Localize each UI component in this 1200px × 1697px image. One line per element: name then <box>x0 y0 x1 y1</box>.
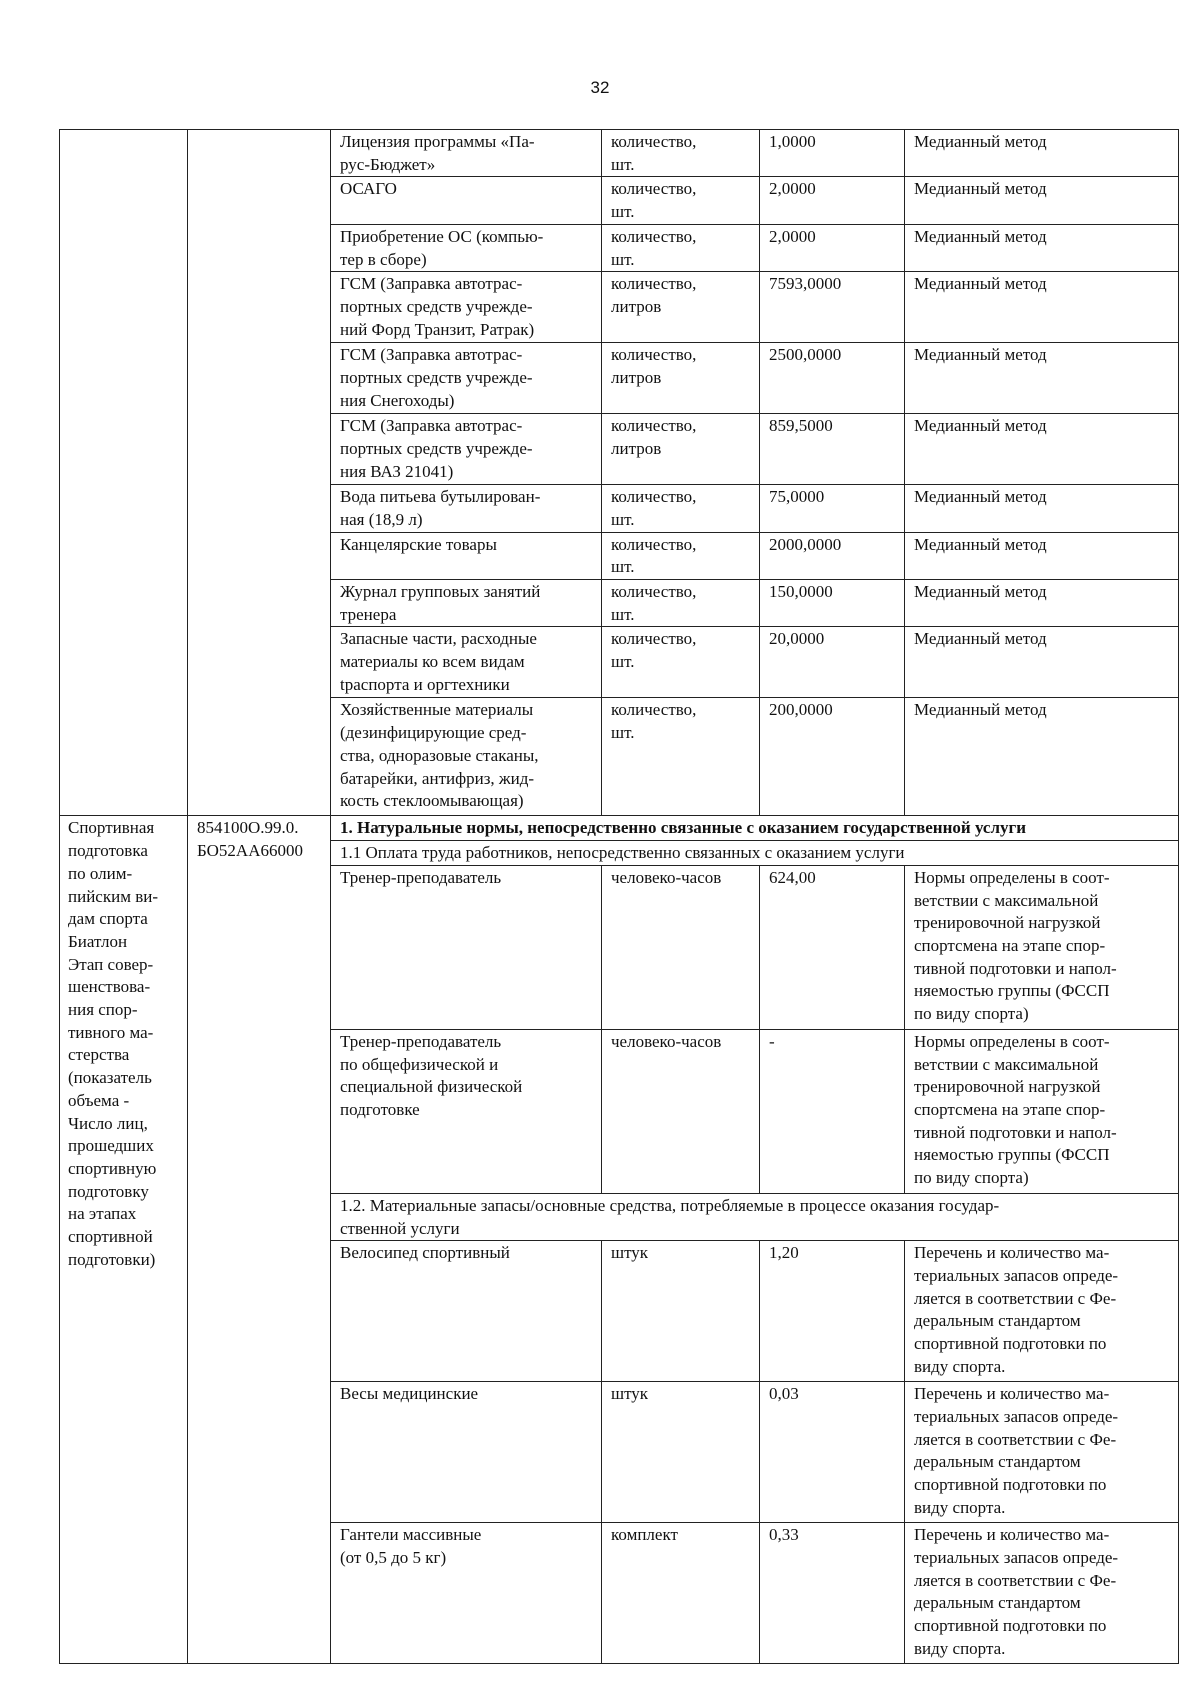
item-unit: количество, шт. <box>602 580 760 627</box>
item-name: Лицензия программы «Па- рус-Бюджет» <box>331 130 602 177</box>
item-method: Перечень и количество ма- териальных запасов опреде- ляется в соответствии с Фе- деральным стандартом спортивной подготовки по виду спорта. <box>905 1382 1179 1523</box>
item-name: Запасные части, расходные материалы ко всем видам tраспорта и оргтехники <box>331 627 602 698</box>
item-value: 0,03 <box>760 1382 905 1523</box>
item-unit: количество, шт. <box>602 627 760 698</box>
item-method: Медианный метод <box>905 627 1179 698</box>
item-unit: количество, шт. <box>602 177 760 224</box>
item-unit: количество, шт. <box>602 532 760 579</box>
item-name: Велосипед спортивный <box>331 1241 602 1382</box>
item-name: Канцелярские товары <box>331 532 602 579</box>
item-method: Медианный метод <box>905 343 1179 414</box>
service-description: Спортивная подготовка по олим- пийским ви- дам спорта Биатлон Этап совер- шенствова- ния спор- тивного ма- стерства (показатель объема - Число лиц, прошедших спортивную подготовку на этапах спортивной подготовки) <box>60 816 188 1664</box>
item-value: 2,0000 <box>760 224 905 271</box>
item-method: Медианный метод <box>905 485 1179 532</box>
item-value: 200,0000 <box>760 698 905 816</box>
section-1-header: 1. Натуральные нормы, непосредственно связанные с оказанием государственной услуги <box>331 816 1179 841</box>
item-value: - <box>760 1029 905 1193</box>
item-method: Перечень и количество ма- териальных запасов опреде- ляется в соответствии с Фе- деральным стандартом спортивной подготовки по виду спорта. <box>905 1523 1179 1664</box>
item-name: Вода питьева бутылирован- ная (18,9 л) <box>331 485 602 532</box>
item-value: 2000,0000 <box>760 532 905 579</box>
item-method: Медианный метод <box>905 580 1179 627</box>
item-unit: количество, шт. <box>602 130 760 177</box>
page-number: 32 <box>590 78 610 97</box>
item-value: 150,0000 <box>760 580 905 627</box>
item-unit: количество, шт. <box>602 485 760 532</box>
item-unit: комплект <box>602 1523 760 1664</box>
table-row <box>60 130 1179 177</box>
empty-code-cell <box>188 130 331 816</box>
item-name: ОСАГО <box>331 177 602 224</box>
table-row <box>60 816 1179 841</box>
item-method: Нормы определены в соот- ветствии с максимальной тренировочной нагрузкой спортсмена на этапе спор- тивной подготовки и напол- няемостью группы (ФССП по виду спорта) <box>905 865 1179 1029</box>
item-name: ГСМ (Заправка автотрас- портных средств учрежде- ния ВАЗ 21041) <box>331 414 602 485</box>
item-name: Тренер-преподаватель <box>331 865 602 1029</box>
item-method: Медианный метод <box>905 130 1179 177</box>
service-code: 854100О.99.0. БО52АА66000 <box>188 816 331 1664</box>
section-1-2-header: 1.2. Материальные запасы/основные средства, потребляемые в процессе оказания государ- ственной услуги <box>331 1193 1179 1240</box>
item-value: 1,0000 <box>760 130 905 177</box>
item-method: Нормы определены в соот- ветствии с максимальной тренировочной нагрузкой спортсмена на этапе спор- тивной подготовки и напол- няемостью группы (ФССП по виду спорта) <box>905 1029 1179 1193</box>
item-value: 7593,0000 <box>760 272 905 343</box>
item-name: ГСМ (Заправка автотрас- портных средств учрежде- ния Снегоходы) <box>331 343 602 414</box>
item-value: 2,0000 <box>760 177 905 224</box>
item-name: Приобретение ОС (компью- тер в сборе) <box>331 224 602 271</box>
item-value: 75,0000 <box>760 485 905 532</box>
item-value: 2500,0000 <box>760 343 905 414</box>
item-method: Медианный метод <box>905 177 1179 224</box>
item-method: Медианный метод <box>905 532 1179 579</box>
item-unit: количество, литров <box>602 272 760 343</box>
item-method: Медианный метод <box>905 272 1179 343</box>
item-value: 624,00 <box>760 865 905 1029</box>
item-unit: количество, литров <box>602 414 760 485</box>
item-method: Медианный метод <box>905 224 1179 271</box>
item-unit: человеко-часов <box>602 1029 760 1193</box>
item-value: 1,20 <box>760 1241 905 1382</box>
item-name: Тренер-преподаватель по общефизической и специальной физической подготовке <box>331 1029 602 1193</box>
item-unit: штук <box>602 1241 760 1382</box>
item-method: Медианный метод <box>905 698 1179 816</box>
item-unit: человеко-часов <box>602 865 760 1029</box>
item-method: Перечень и количество ма- териальных запасов опреде- ляется в соответствии с Фе- деральным стандартом спортивной подготовки по виду спорта. <box>905 1241 1179 1382</box>
item-name: Хозяйственные материалы (дезинфицирующие сред- ства, одноразовые стаканы, батарейки, антифриз, жид- кость стеклоомывающая) <box>331 698 602 816</box>
item-value: 859,5000 <box>760 414 905 485</box>
section-1-1-header: 1.1 Оплата труда работников, непосредственно связанных с оказанием услуги <box>331 841 1179 866</box>
item-name: Весы медицинские <box>331 1382 602 1523</box>
item-name: Журнал групповых занятий тренера <box>331 580 602 627</box>
item-unit: штук <box>602 1382 760 1523</box>
item-unit: количество, литров <box>602 343 760 414</box>
item-method: Медианный метод <box>905 414 1179 485</box>
empty-description-cell <box>60 130 188 816</box>
norms-table <box>59 129 1179 1664</box>
item-name: ГСМ (Заправка автотрас- портных средств учрежде- ний Форд Транзит, Ратрак) <box>331 272 602 343</box>
item-unit: количество, шт. <box>602 224 760 271</box>
item-name: Гантели массивные (от 0,5 до 5 кг) <box>331 1523 602 1664</box>
item-value: 0,33 <box>760 1523 905 1664</box>
item-value: 20,0000 <box>760 627 905 698</box>
item-unit: количество, шт. <box>602 698 760 816</box>
